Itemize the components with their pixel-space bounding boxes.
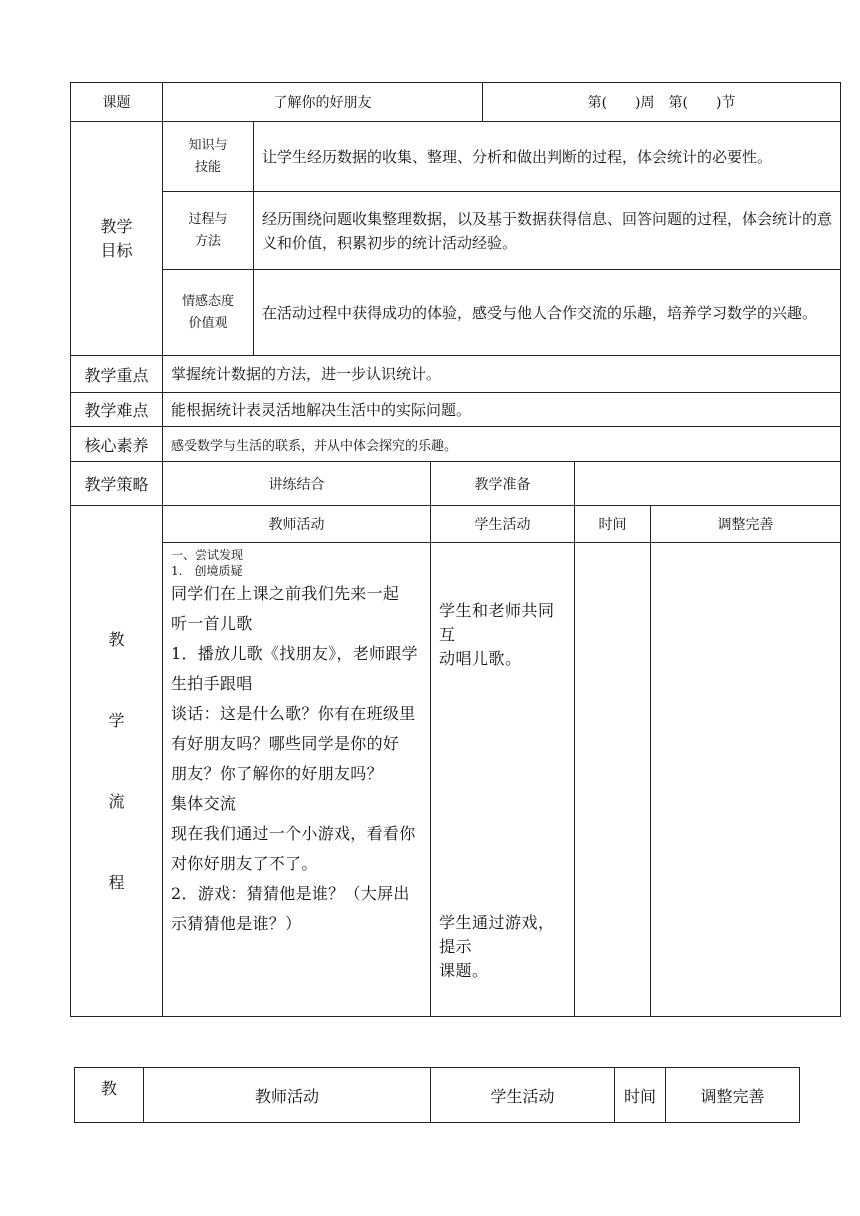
flow-char: 流 (108, 791, 125, 811)
teacher-line: 有好朋友吗？哪些同学是你的好 (171, 734, 400, 753)
goal-label-text: 知识与技能 (188, 137, 228, 175)
goal-text-attitude: 在活动过程中获得成功的体验，感受与他人合作交流的乐趣，培养学习数学的兴趣。 (254, 270, 841, 356)
flow-label (71, 506, 163, 1017)
student-line: 学生和老师共同互 (439, 601, 555, 644)
core-text: 感受数学与生活的联系，并从中体会探究的乐趣。 (163, 427, 841, 462)
goals-label-text: 教学目标 (100, 216, 133, 260)
student-line: 课题。 (439, 961, 489, 980)
difficulty-label: 教学难点 (71, 393, 163, 427)
continuation-header-adjust: 调整完善 (666, 1068, 800, 1123)
continuation-flow-char: 教 (75, 1068, 144, 1123)
header-adjust: 调整完善 (651, 506, 841, 543)
teacher-line: 2．游戏：猜猜他是谁？（大屏出 (171, 884, 410, 903)
header-time: 时间 (575, 506, 651, 543)
teacher-line: 集体交流 (171, 794, 237, 813)
topic-label: 课题 (71, 83, 163, 122)
strategy-value: 讲练结合 (163, 462, 431, 506)
continuation-header-student: 学生活动 (431, 1068, 615, 1123)
teacher-line: 1．播放儿歌《找朋友》，老师跟学 (171, 644, 418, 663)
flow-char: 学 (108, 710, 125, 730)
continuation-table (74, 1067, 800, 1123)
goals-label (71, 122, 163, 356)
goal-label-attitude (163, 270, 254, 356)
flow-char: 程 (108, 872, 125, 892)
teacher-line: 朋友？你了解你的好朋友吗？ (171, 764, 383, 783)
teacher-line: 对你好朋友了不了。 (171, 854, 318, 873)
student-line: 动唱儿歌。 (439, 649, 522, 668)
flow-char: 教 (108, 629, 125, 649)
schedule-field: 第( )周 第( )节 (483, 83, 841, 122)
subsection-heading: 1. 创境质疑 (171, 564, 243, 578)
time-cell (575, 543, 651, 1017)
key-point-text: 掌握统计数据的方法，进一步认识统计。 (163, 356, 841, 393)
teacher-line: 同学们在上课之前我们先来一起 (171, 584, 400, 603)
adjust-cell (651, 543, 841, 1017)
student-line: 学生通过游戏，提示 (439, 913, 555, 956)
core-label: 核心素养 (71, 427, 163, 462)
header-teacher-activity: 教师活动 (163, 506, 431, 543)
teacher-line: 生拍手跟唱 (171, 674, 253, 693)
goal-label-knowledge (163, 122, 254, 192)
teacher-line: 谈话：这是什么歌？你有在班级里 (171, 704, 416, 723)
goal-text-process: 经历围绕问题收集整理数据，以及基于数据获得信息、回答问题的过程，体会统计的意义和价值，积累初步的统计活动经验。 (254, 192, 841, 270)
strategy-label: 教学策略 (71, 462, 163, 506)
key-point-label: 教学重点 (71, 356, 163, 393)
lesson-plan-table (70, 82, 841, 1017)
goal-label-text: 过程与方法 (188, 211, 228, 249)
goal-text-knowledge: 让学生经历数据的收集、整理、分析和做出判断的过程，体会统计的必要性。 (254, 122, 841, 192)
goal-label-process (163, 192, 254, 270)
student-activity-cell (431, 543, 575, 1017)
teacher-line: 听一首儿歌 (171, 614, 253, 633)
topic-value: 了解你的好朋友 (163, 83, 483, 122)
header-student-activity: 学生活动 (431, 506, 575, 543)
difficulty-text: 能根据统计表灵活地解决生活中的实际问题。 (163, 393, 841, 427)
teacher-line: 示猜猜他是谁？） (171, 914, 302, 933)
teacher-line: 现在我们通过一个小游戏，看看你 (171, 824, 416, 843)
continuation-header-teacher: 教师活动 (144, 1068, 431, 1123)
prep-label: 教学准备 (431, 462, 575, 506)
continuation-header-time: 时间 (615, 1068, 666, 1123)
goal-label-text: 情感态度价值观 (181, 293, 234, 331)
section-heading: 一、尝试发现 (171, 548, 244, 562)
prep-value (575, 462, 841, 506)
teacher-activity-cell (163, 543, 431, 1017)
